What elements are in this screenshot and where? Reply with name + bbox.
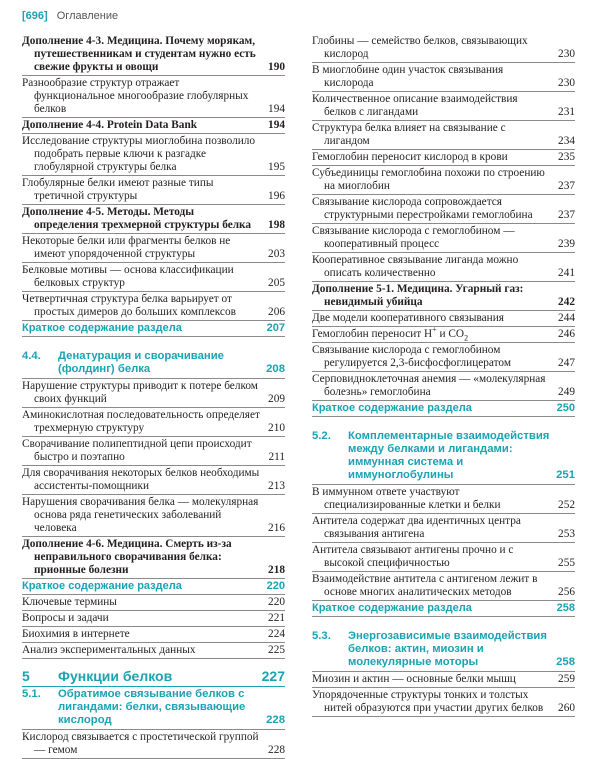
- section-heading-5-2[interactable]: 5.2. Комплементарные взаимодействия между белками и лигандами: иммунная система и иммуноглобулины 251: [312, 429, 575, 485]
- toc-entry[interactable]: [22, 379, 285, 408]
- section-summary-entry[interactable]: Краткое содержание раздела 258: [312, 601, 575, 617]
- toc-left-column: [22, 34, 285, 759]
- toc-entry[interactable]: [22, 134, 285, 176]
- toc-entry-title: Аминокислотная последовательность определяет трехмерную структуру: [22, 409, 260, 434]
- toc-entry-page: 224: [268, 628, 285, 640]
- toc-entry[interactable]: [312, 514, 575, 543]
- toc-entry-page: 253: [558, 528, 575, 540]
- toc-entry[interactable]: [22, 205, 285, 234]
- toc-entry-title: Субъединицы гемоглобина похожи по строению на миоглобин: [312, 167, 545, 192]
- toc-entry-page: 203: [268, 248, 285, 260]
- toc-entry[interactable]: [22, 292, 285, 321]
- toc-entry[interactable]: [22, 34, 285, 76]
- toc-entry[interactable]: [312, 572, 575, 601]
- toc-entry-page: 216: [268, 522, 285, 534]
- header-title: Оглавление: [56, 10, 119, 22]
- toc-entry-title: Серповидноклеточная анемия — «молекулярная болезнь» гемоглобина: [312, 373, 546, 398]
- toc-entry-page: 230: [558, 48, 575, 60]
- toc-entry-page: 190: [268, 61, 285, 73]
- toc-entry-title: Связывание кислорода с гемоглобином регулируется 2,3-бисфосфоглицератом: [312, 344, 511, 369]
- section-heading-5-1[interactable]: 5.1. Обратимое связывание белков с лигандами: белки, связывающие кислород 228: [22, 687, 285, 730]
- toc-entry[interactable]: [312, 672, 575, 688]
- toc-entry[interactable]: [22, 537, 285, 579]
- section-summary-entry[interactable]: Краткое содержание раздела 250: [312, 401, 575, 417]
- toc-entry-page: 195: [268, 161, 285, 173]
- toc-entry-page: 218: [268, 564, 285, 576]
- toc-entry-title: Количественное описание взаимодействия белков с лигандами: [312, 93, 518, 118]
- toc-entry-title: Некоторые белки или фрагменты белков не имеют упорядоченной структуры: [22, 235, 231, 260]
- toc-entry[interactable]: [312, 63, 575, 92]
- toc-entry-title: Вопросы и задачи: [22, 612, 109, 624]
- toc-entry-page: 213: [268, 480, 285, 492]
- toc-entry[interactable]: [22, 495, 285, 537]
- toc-entry[interactable]: [312, 543, 575, 572]
- toc-entry-page: 205: [268, 277, 285, 289]
- toc-entry-title: В миоглобине один участок связывания кислорода: [312, 64, 504, 89]
- toc-entry-page: 244: [558, 312, 575, 324]
- section-heading-4-4[interactable]: 4.4. Денатурация и сворачивание (фолдинг) белка 208: [22, 349, 285, 379]
- toc-entry-page: 235: [558, 151, 575, 163]
- toc-entry[interactable]: [312, 166, 575, 195]
- toc-entry-title: Нарушение структуры приводит к потере белком своих функций: [22, 380, 258, 405]
- page-number: [696]: [22, 10, 48, 22]
- toc-entry[interactable]: [22, 643, 285, 659]
- toc-entry[interactable]: [22, 263, 285, 292]
- toc-entry-page: 259: [558, 673, 575, 685]
- toc-entry-page: 221: [268, 612, 285, 624]
- section-summary-entry[interactable]: Краткое содержание раздела 220: [22, 579, 285, 595]
- toc-entry-title: Дополнение 4-3. Медицина. Почему морякам, путешественникам и студентам нужно есть свежие фрукты и овощи: [22, 35, 256, 73]
- toc-entry[interactable]: [22, 730, 285, 759]
- toc-entry-page: 196: [268, 190, 285, 202]
- toc-entry-page: 234: [558, 135, 575, 147]
- toc-entry-page: 241: [558, 267, 575, 279]
- toc-entry-page: 194: [268, 103, 285, 115]
- toc-entry-title: Исследование структуры миоглобина позволило подобрать первые ключи к разгадке глобулярной структуры белка: [22, 135, 256, 173]
- toc-entry-page: 237: [558, 180, 575, 192]
- toc-entry[interactable]: [22, 611, 285, 627]
- page-header: [22, 10, 118, 22]
- toc-entry-title: Анализ экспериментальных данных: [22, 644, 196, 656]
- toc-entry-title: Сворачивание полипептидной цепи происходит быстро и поэтапно: [22, 438, 252, 463]
- toc-entry[interactable]: [312, 92, 575, 121]
- toc-entry-title: Для сворачивания некоторых белков необходимы ассистенты-помощники: [22, 467, 260, 492]
- toc-entry[interactable]: [312, 485, 575, 514]
- toc-entry-page: 210: [268, 422, 285, 434]
- toc-entry-page: 211: [268, 451, 285, 463]
- toc-entry[interactable]: [312, 253, 575, 282]
- toc-entry-page: 256: [558, 586, 575, 598]
- toc-entry[interactable]: [312, 34, 575, 63]
- toc-entry-title: Нарушения сворачивания белка — молекулярная основа ряда генетических заболеваний человека: [22, 496, 259, 534]
- toc-entry[interactable]: [22, 118, 285, 134]
- toc-entry-title: Кооперативное связывание лиганда можно описать количественно: [312, 254, 519, 279]
- toc-entry-page: 194: [268, 119, 285, 131]
- toc-entry-title: Взаимодействие антитела с антигеном лежит в основе многих аналитических методов: [312, 573, 538, 598]
- toc-entry-title: Глобины — семейство белков, связывающих кислород: [312, 35, 528, 60]
- toc-entry-title: Биохимия в интернете: [22, 628, 130, 640]
- toc-entry-title: Антитела связывают антигены прочно и с высокой специфичностью: [312, 544, 514, 569]
- toc-entry-title: Миозин и актин — основные белки мышц: [312, 673, 516, 685]
- toc-entry-title: Упорядоченные структуры тонких и толстых нитей образуются при участии других белков: [312, 689, 544, 714]
- toc-entry[interactable]: [312, 195, 575, 224]
- toc-entry-title: Дополнение 4-6. Медицина. Смерть из-за неправильного сворачивания белка: прионные болезни: [22, 538, 232, 576]
- toc-entry-title: Гемоглобин переносит кислород в крови: [312, 151, 508, 163]
- toc-entry[interactable]: [312, 311, 575, 327]
- toc-entry[interactable]: [312, 372, 575, 401]
- toc-entry-page: 225: [268, 644, 285, 656]
- chapter-heading-5[interactable]: 5 Функции белков 227: [22, 667, 285, 687]
- toc-entry[interactable]: [22, 234, 285, 263]
- toc-entry-page: 220: [268, 596, 285, 608]
- toc-entry[interactable]: [22, 437, 285, 466]
- toc-entry-title: Дополнение 5-1. Медицина. Угарный газ: невидимый убийца: [312, 283, 524, 308]
- toc-entry[interactable]: [312, 688, 575, 717]
- toc-entry-title: В иммунном ответе участвуют специализированные клетки и белки: [312, 486, 501, 511]
- toc-entry-title: Дополнение 4-5. Методы. Методы определения трехмерной структуры белка: [22, 206, 252, 231]
- toc-entry-page: 228: [268, 744, 285, 756]
- section-heading-5-3[interactable]: 5.3. Энергозависимые взаимодействия белков: актин, миозин и молекулярные моторы 258: [312, 629, 575, 672]
- toc-entry-title: Дополнение 4-4. Protein Data Bank: [22, 119, 198, 131]
- toc-entry-title: Белковые мотивы — основа классификации белковых структур: [22, 264, 234, 289]
- toc-entry[interactable]: [312, 282, 575, 311]
- toc-entry-page: 249: [558, 386, 575, 398]
- toc-entry-page: 252: [558, 499, 575, 511]
- toc-entry[interactable]: [22, 627, 285, 643]
- toc-entry[interactable]: [22, 408, 285, 437]
- toc-right-column: [312, 34, 575, 717]
- toc-entry-title: Кислород связывается с простетической группой — гемом: [22, 731, 259, 756]
- toc-entry-title: Разнообразие структур отражает функциональное многообразие глобулярных белков: [22, 77, 249, 115]
- toc-entry-page: 237: [558, 209, 575, 221]
- toc-entry[interactable]: [22, 595, 285, 611]
- toc-entry[interactable]: [22, 176, 285, 205]
- toc-entry-page: 206: [268, 306, 285, 318]
- toc-entry-title: Связывание кислорода сопровождается структурными перестройками гемоглобина: [312, 196, 533, 221]
- toc-entry[interactable]: Гемоглобин переносит H+ и $CO_2$ 246: [312, 325, 575, 343]
- toc-entry-page: 209: [268, 393, 285, 405]
- toc-entry[interactable]: [312, 121, 575, 150]
- toc-entry-title: Антитела содержат два идентичных центра связывания антигена: [312, 515, 521, 540]
- toc-entry-page: 242: [558, 296, 575, 308]
- toc-entry-title: Глобулярные белки имеют разные типы третичной структуры: [22, 177, 214, 202]
- toc-entry-page: 239: [558, 238, 575, 250]
- toc-entry[interactable]: [22, 76, 285, 118]
- toc-entry-title: Структура белка влияет на связывание с лигандом: [312, 122, 506, 147]
- toc-entry-title: Ключевые термины: [22, 596, 117, 608]
- toc-entry-page: 230: [558, 77, 575, 89]
- toc-entry[interactable]: [22, 466, 285, 495]
- toc-entry[interactable]: [312, 343, 575, 372]
- toc-entry[interactable]: [312, 224, 575, 253]
- toc-entry-page: 198: [268, 219, 285, 231]
- toc-entry-title: Две модели кооперативного связывания: [312, 312, 504, 324]
- toc-entry-title: Связывание кислорода с гемоглобином — кооперативный процесс: [312, 225, 515, 250]
- toc-entry[interactable]: [312, 150, 575, 166]
- section-summary-entry[interactable]: Краткое содержание раздела 207: [22, 321, 285, 337]
- toc-entry-page: 247: [558, 357, 575, 369]
- toc-entry-page: 260: [558, 702, 575, 714]
- toc-entry-page: 231: [558, 106, 575, 118]
- toc-entry-title: Четвертичная структура белка варьирует от простых димеров до больших комплексов: [22, 293, 236, 318]
- toc-entry-page: 255: [558, 557, 575, 569]
